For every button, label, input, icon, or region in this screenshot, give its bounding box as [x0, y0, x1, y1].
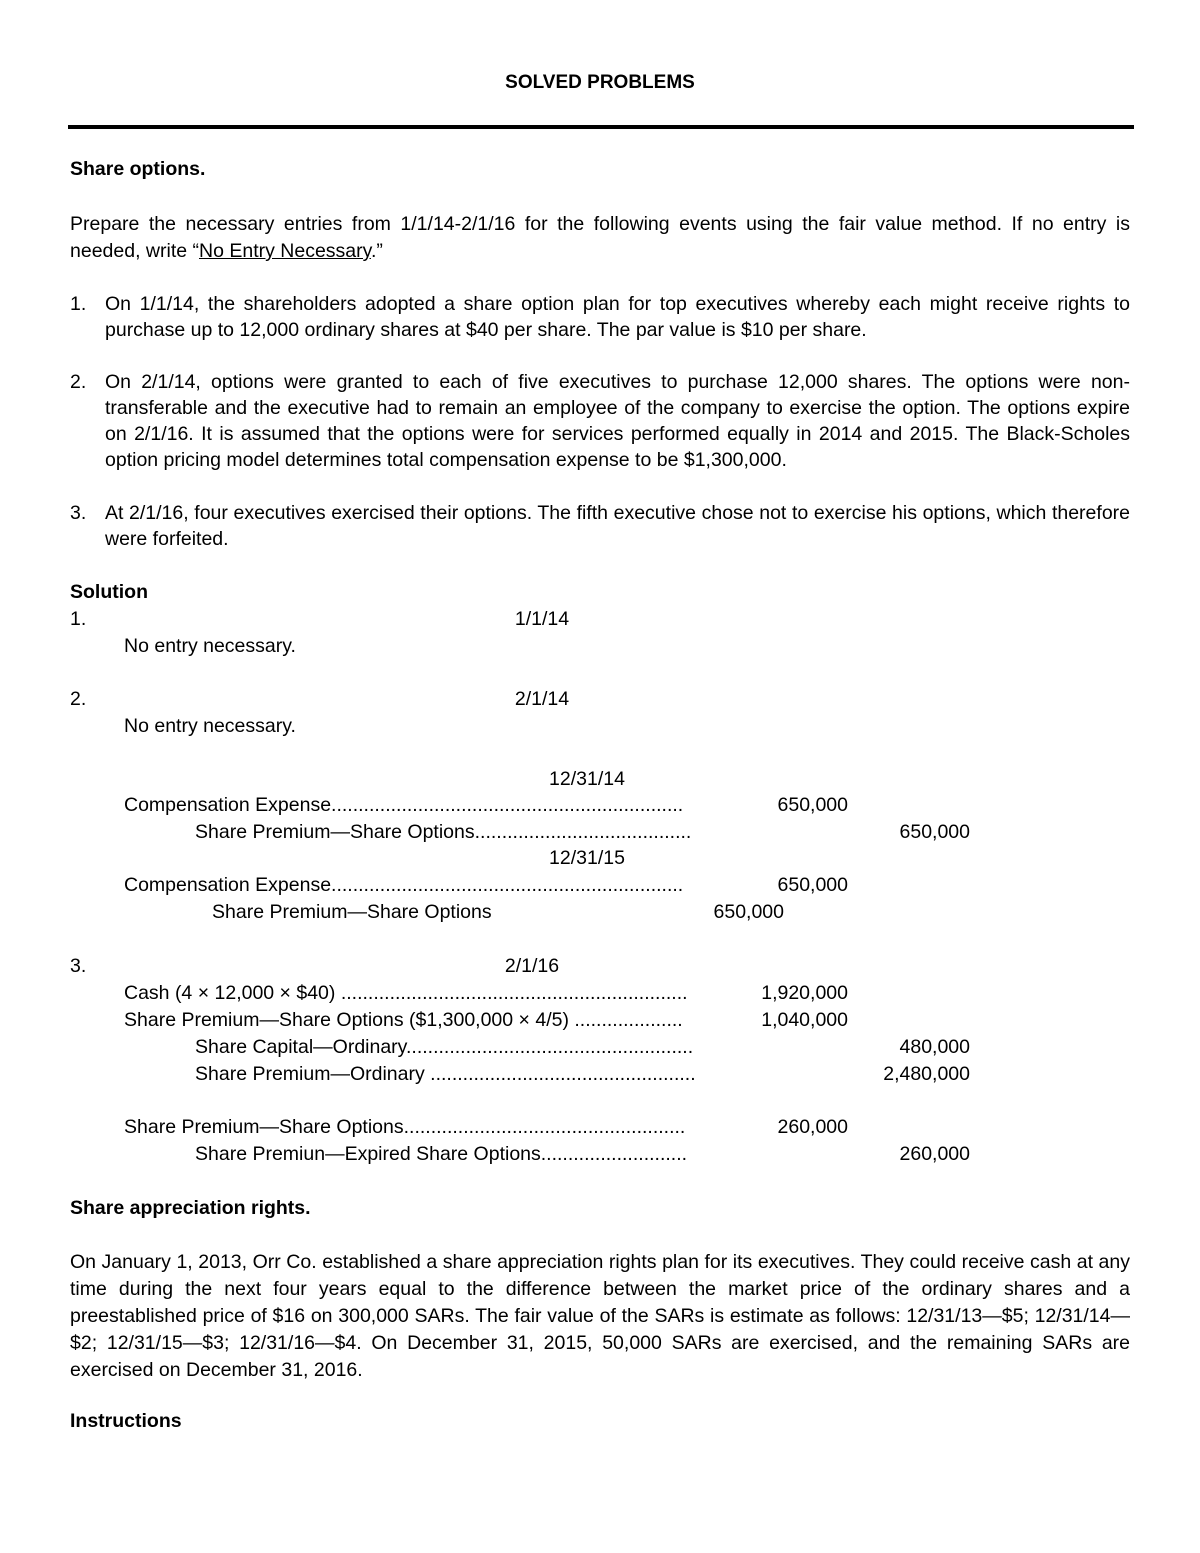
- solution-1-date: 1/1/14: [514, 608, 570, 630]
- item-number: 3.: [70, 502, 87, 524]
- journal-account: Share Premium—Share Options: [212, 901, 492, 923]
- item-number: 2.: [70, 371, 87, 393]
- debit-amount: 650,000: [777, 874, 848, 896]
- entry-date-12-31-14: 12/31/14: [549, 768, 625, 790]
- item-text: At 2/1/16, four executives exercised their options. The fifth executive chose not to exercise his options, which therefore were forfeited.: [105, 502, 1130, 550]
- solution-2-date: 2/1/14: [514, 688, 570, 710]
- entry-date-12-31-15: 12/31/15: [549, 847, 625, 869]
- intro-text-after: .”: [370, 240, 383, 262]
- credit-amount: 650,000: [899, 821, 970, 843]
- item-text: On 2/1/14, options were granted to each of five executives to purchase 12,000 shares. The options were non-transferable and the executive had to remain an employee of the company to exercise the option. The options expire on 2/1/16. It is assumed that the options were for services performed equally in 2014 and 2015. The Black-Scholes option pricing model determines total compensation expense to be $1,300,000.: [105, 371, 1130, 471]
- item-number: 1.: [70, 293, 87, 315]
- problem-item-3: [70, 500, 1130, 552]
- solution-1-number: 1.: [70, 608, 87, 630]
- problem-item-2: [70, 369, 1130, 473]
- credit-amount: 480,000: [899, 1036, 970, 1058]
- journal-account: Cash (4 × 12,000 × $40) ................................................................: [124, 982, 688, 1004]
- solution-3-date: 2/1/16: [504, 955, 560, 977]
- debit-amount: 650,000: [777, 794, 848, 816]
- solution-2-number: 2.: [70, 688, 87, 710]
- intro-text-before: Prepare the necessary entries from 1/1/14-2/1/16 for the following events using the fair value method. If no entry is needed, write “: [70, 213, 1130, 262]
- debit-amount: 1,920,000: [761, 982, 848, 1004]
- credit-amount: 260,000: [899, 1143, 970, 1165]
- solution-heading: Solution: [70, 581, 148, 603]
- journal-account: Share Premiun—Expired Share Options...........................: [195, 1143, 688, 1165]
- debit-amount: 260,000: [777, 1116, 848, 1138]
- title-divider: [68, 125, 1134, 129]
- credit-amount: 650,000: [713, 901, 784, 923]
- problem-item-1: [70, 291, 1130, 343]
- journal-account: Share Premium—Share Options ($1,300,000 × 4/5) ....................: [124, 1009, 683, 1031]
- journal-account: Share Premium—Ordinary .................................................: [195, 1063, 696, 1085]
- journal-account: Compensation Expense.................................................................: [124, 794, 684, 816]
- solution-1-note: No entry necessary.: [124, 635, 296, 657]
- sar-paragraph: On January 1, 2013, Orr Co. established a share appreciation rights plan for its executives. They could receive cash at any time during the next four years equal to the difference between the market price of the ordinary shares and a preestablished price of $16 on 300,000 SARs. The fair value of the SARs is estimate as follows: 12/31/13—$5; 12/31/14—$2; 12/31/15—$3; 12/31/16—$4. On December 31, 2015, 50,000 SARs are exercised, and the remaining SARs are exercised on December 31, 2016.: [70, 1251, 1130, 1381]
- share-options-intro: [70, 211, 1130, 265]
- instructions-heading: Instructions: [70, 1410, 182, 1432]
- sar-heading: Share appreciation rights.: [70, 1197, 311, 1219]
- debit-amount: 1,040,000: [761, 1009, 848, 1031]
- solution-2-note: No entry necessary.: [124, 715, 296, 737]
- share-options-heading: Share options.: [70, 158, 206, 180]
- journal-account: Share Premium—Share Options....................................................: [124, 1116, 686, 1138]
- page-title: SOLVED PROBLEMS: [505, 72, 695, 93]
- solution-3-number: 3.: [70, 955, 87, 977]
- journal-account: Share Premium—Share Options........................................: [195, 821, 692, 843]
- intro-text-underlined: No Entry Necessary: [199, 240, 371, 262]
- journal-account: Share Capital—Ordinary.....................................................: [195, 1036, 694, 1058]
- journal-account: Compensation Expense.................................................................: [124, 874, 684, 896]
- item-text: On 1/1/14, the shareholders adopted a share option plan for top executives whereby each might receive rights to purchase up to 12,000 ordinary shares at $40 per share. The par value is $10 per share.: [105, 293, 1130, 341]
- credit-amount: 2,480,000: [883, 1063, 970, 1085]
